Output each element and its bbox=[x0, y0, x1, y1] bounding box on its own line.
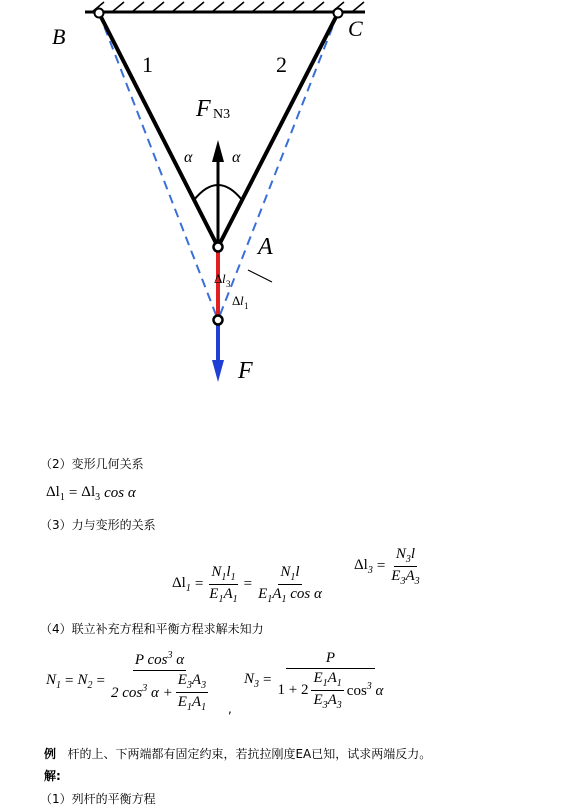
label-alpha-left: α bbox=[184, 149, 193, 166]
label-dl1-l: l bbox=[240, 293, 244, 308]
label-bar-1: 1 bbox=[142, 52, 153, 77]
perpendicular-mark bbox=[248, 270, 272, 282]
pin-A-deformed bbox=[214, 316, 223, 325]
deformed-bar-1 bbox=[99, 13, 218, 320]
label-B: B bbox=[52, 24, 66, 49]
label-dl1-delta: Δ bbox=[232, 293, 241, 308]
force-fn3-arrowhead bbox=[212, 140, 224, 162]
equation-2: $\Delta l_1$ = $\frac{N_1l_1}{E_1A_1}$ = $\frac{N_1l}{E_1A_1 \cos \alpha}$ bbox=[172, 564, 322, 605]
bar-2 bbox=[218, 13, 338, 247]
pin-A bbox=[214, 243, 223, 252]
label-C: C bbox=[348, 16, 363, 41]
force-f-arrowhead bbox=[212, 360, 224, 382]
label-dl3-l: l bbox=[222, 271, 226, 286]
label-dl1-sub: 1 bbox=[244, 301, 249, 311]
equation-3: $\Delta l_3$ = $\frac{N_3l}{E_3A_3}$ bbox=[354, 546, 420, 587]
pin-B bbox=[95, 9, 104, 18]
solution-label: 解: bbox=[44, 769, 61, 783]
label-dl3-sub: 3 bbox=[226, 279, 231, 289]
step-4-heading: （4）联立补充方程和平衡方程求解未知力 bbox=[40, 622, 264, 636]
step-3-heading: （3）力与变形的关系 bbox=[40, 518, 156, 532]
label-F: F bbox=[238, 358, 253, 384]
label-fn3: F bbox=[196, 96, 211, 122]
label-alpha-right: α bbox=[232, 149, 241, 166]
equation-5: $N_3$ = P 1 + 2 $\frac{E_1A_1}{E_3A_3}$ $\cos^3 \alpha$ bbox=[244, 650, 384, 711]
equation-1: $\Delta l_1$ = $\Delta l_3$ cos α bbox=[46, 484, 136, 503]
label-dl3-delta: Δ bbox=[214, 271, 223, 286]
label-fn3-sub: N3 bbox=[213, 107, 231, 122]
label-A: A bbox=[258, 234, 273, 260]
equation-4-comma: , bbox=[228, 702, 232, 716]
step-2-heading: （2）变形几何关系 bbox=[40, 457, 144, 471]
pin-C bbox=[334, 9, 343, 18]
label-bar-2: 2 bbox=[276, 52, 287, 77]
example-label: 例 bbox=[44, 747, 57, 761]
equation-4: $N_1$ = $N_2$ = P $\cos^3 \alpha$ 2 $\cos^3 \alpha$ + $\frac{E_3A_3}{E_1A_1}$ bbox=[46, 650, 207, 713]
step-1-heading: （1）列杆的平衡方程 bbox=[40, 792, 156, 806]
example-text: 杆的上、下两端都有固定约束，若抗拉刚度EA已知，试求两端反力。 bbox=[67, 747, 432, 761]
example-line bbox=[44, 745, 431, 762]
bar-1 bbox=[99, 13, 218, 247]
